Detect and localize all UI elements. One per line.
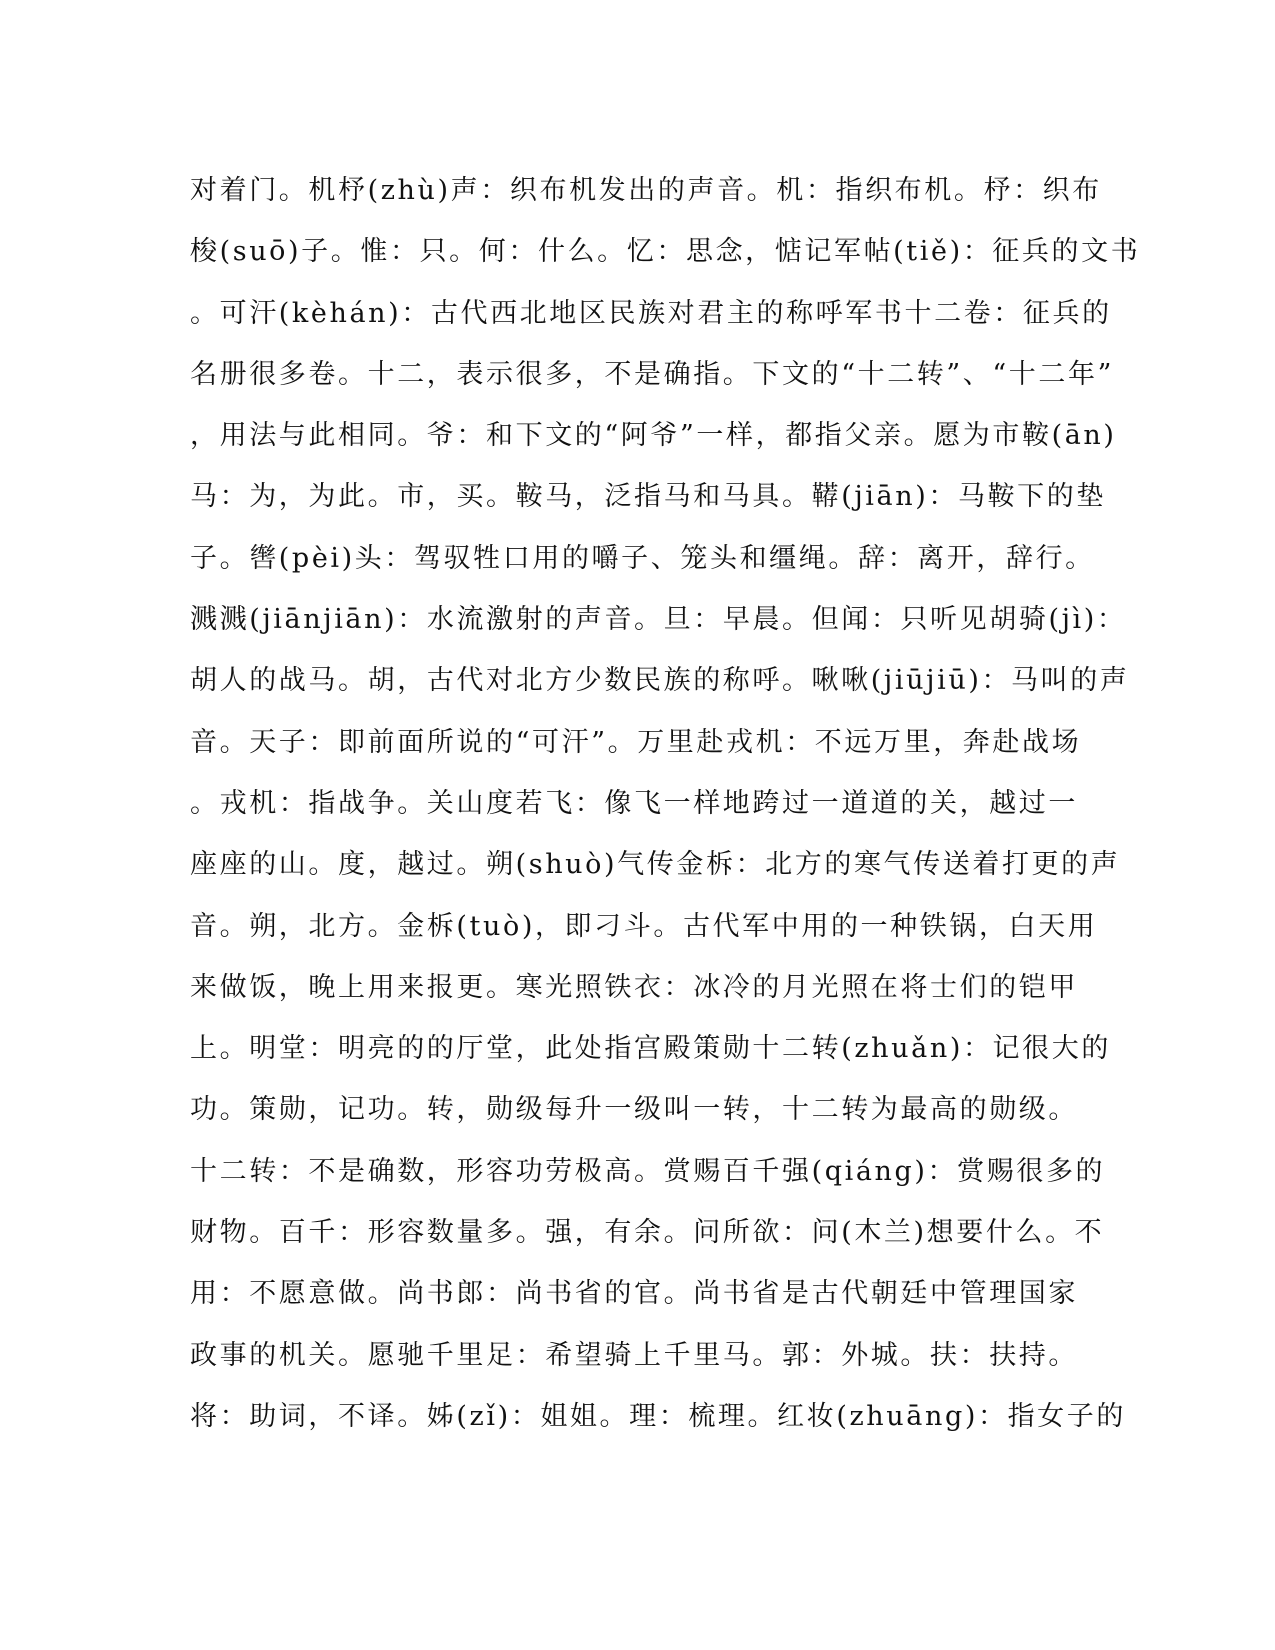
body-text [190, 160, 1141, 1447]
text-line: 名册很多卷。十二，表示很多，不是确指。下文的“十二转”、“十二年” [190, 358, 1115, 390]
text-line: 功。策勋，记功。转，勋级每升一级叫一转，十二转为最高的勋级。 [190, 1094, 1078, 1126]
text-line: 来做饭，晚上用来报更。寒光照铁衣：冰冷的月光照在将士们的铠甲 [190, 971, 1078, 1003]
text-line: 。可汗(kèhán)：古代西北地区民族对君主的称呼军书十二卷：征兵的 [190, 297, 1112, 329]
text-line: 音。朔，北方。金柝(tuò)，即刁斗。古代军中用的一种铁锅，白天用 [190, 910, 1098, 942]
text-line: 音。天子：即前面所说的“可汗”。万里赴戎机：不远万里，奔赴战场 [190, 726, 1082, 758]
text-line: 十二转：不是确数，形容功劳极高。赏赐百千强(qiáng)：赏赐很多的 [190, 1155, 1106, 1187]
text-line: 财物。百千：形容数量多。强，有余。问所欲：问(木兰)想要什么。不 [190, 1217, 1105, 1249]
text-line: 梭(suō)子。惟：只。何：什么。忆：思念，惦记军帖(tiě)：征兵的文书 [190, 236, 1141, 268]
text-line: 对着门。机杼(zhù)声：织布机发出的声音。机：指织布机。杼：织布 [190, 175, 1102, 206]
text-line: 马：为，为此。市，买。鞍马，泛指马和马具。鞯(jiān)：马鞍下的垫 [190, 481, 1106, 513]
text-line: 胡人的战马。胡，古代对北方少数民族的称呼。啾啾(jiūjiū)：马叫的声 [190, 665, 1130, 697]
text-line: 将：助词，不译。姊(zǐ)：姐姐。理：梳理。红妆(zhuāng)：指女子的 [190, 1400, 1126, 1432]
text-line: 。戎机：指战争。关山度若飞：像飞一样地跨过一道道的关，越过一 [190, 787, 1078, 819]
text-line: 政事的机关。愿驰千里足：希望骑上千里马。郭：外城。扶：扶持。 [190, 1339, 1078, 1371]
text-line: 上。明堂：明亮的的厅堂，此处指宫殿策勋十二转(zhuǎn)：记很大的 [190, 1033, 1111, 1065]
text-line: 座座的山。度，越过。朔(shuò)气传金柝：北方的寒气传送着打更的声 [190, 849, 1121, 881]
text-line: 用：不愿意做。尚书郎：尚书省的官。尚书省是古代朝廷中管理国家 [190, 1278, 1078, 1310]
text-line: ，用法与此相同。爷：和下文的“阿爷”一样，都指父亲。愿为市鞍(ān) [190, 420, 1117, 452]
text-line: 子。辔(pèi)头：驾驭牲口用的嚼子、笼头和缰绳。辞：离开，辞行。 [190, 542, 1095, 574]
text-line: 溅溅(jiānjiān)：水流激射的声音。旦：早晨。但闻：只听见胡骑(jì)： [190, 604, 1127, 636]
